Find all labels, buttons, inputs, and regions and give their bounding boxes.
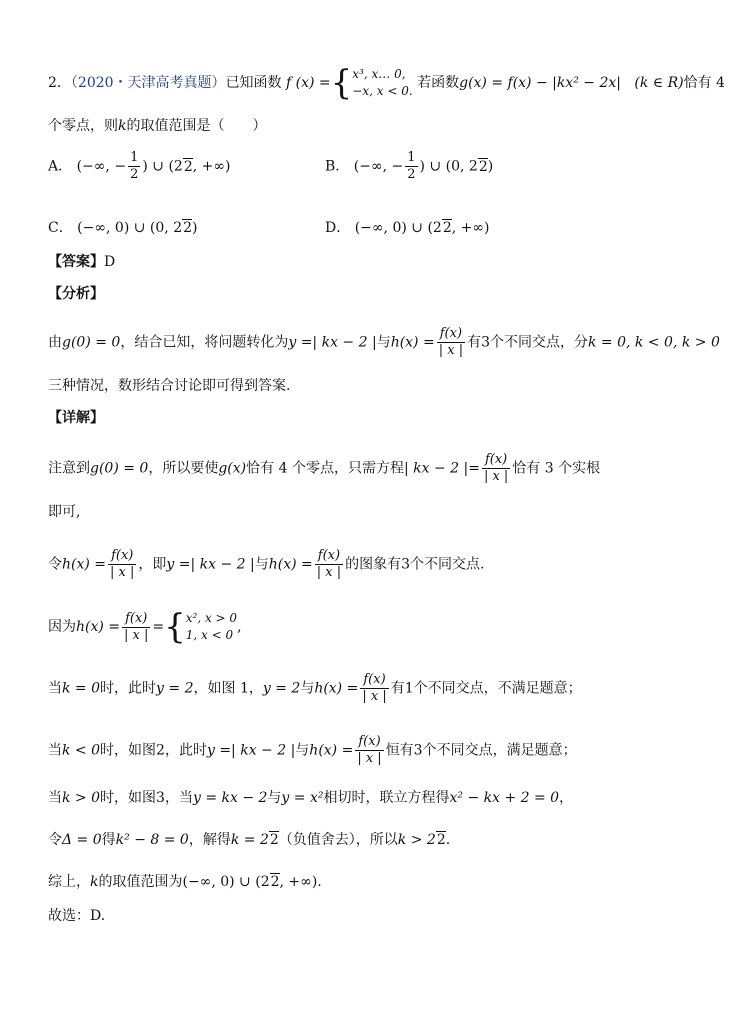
analysis-header xyxy=(48,284,104,304)
stem-text: 已知函数 xyxy=(225,75,282,91)
math: k = 0 xyxy=(62,680,101,697)
text: 因为 xyxy=(48,619,76,635)
problem-line-2 xyxy=(48,116,266,136)
detail-line-3 xyxy=(48,548,484,581)
text: 当 xyxy=(48,742,62,759)
detail-header xyxy=(48,408,104,428)
math: h(x) = xyxy=(390,334,435,351)
math: h(x) = xyxy=(314,680,359,697)
math: y =| kx − 2 | xyxy=(288,334,377,351)
numerator: f(x) xyxy=(482,452,510,469)
math: g(x) xyxy=(218,460,247,477)
answer-label: 【答案】 xyxy=(48,254,104,270)
math: g(0) = 0 xyxy=(90,460,149,477)
detail-line-8 xyxy=(48,830,450,850)
text: 令 xyxy=(48,556,62,573)
detail-label: 【详解】 xyxy=(48,410,104,426)
text: 有1个不同交点，不满足题意； xyxy=(390,680,582,697)
text: 当 xyxy=(48,790,62,806)
left-brace: { xyxy=(330,63,353,103)
radicand: 2 xyxy=(478,158,488,175)
case-1: x³, x… 0, xyxy=(352,67,406,81)
math: k > 0 xyxy=(62,790,101,806)
math: (−∞, 0) ∪ (2 xyxy=(182,874,270,890)
text: 有3个不同交点，分 xyxy=(467,334,588,351)
text: ，即 xyxy=(138,556,167,573)
number: 1 xyxy=(239,680,249,697)
text: 由 xyxy=(48,334,62,351)
text: ，所以要使 xyxy=(148,460,219,477)
denominator: | x | xyxy=(362,689,387,704)
detail-line-7 xyxy=(48,788,573,808)
detail-line-6 xyxy=(48,734,577,767)
math: = xyxy=(152,619,165,635)
text: 个零点，只需方程 xyxy=(291,460,404,477)
radicand: 2 xyxy=(442,220,452,236)
option-letter: A． xyxy=(48,158,73,175)
radicand: 2 xyxy=(270,874,280,890)
text: 的取值范围为 xyxy=(98,874,183,890)
denominator: | x | xyxy=(357,751,382,766)
math: y =| kx − 2 | xyxy=(166,556,255,573)
stem-text-5: 的取值范围是（ ） xyxy=(126,118,267,134)
math: k xyxy=(90,874,99,890)
zero-count: 4 xyxy=(716,75,725,91)
math: h(x) = xyxy=(76,619,121,635)
math: x² − kx + 2 = 0 xyxy=(449,790,560,806)
problem-number: 2． xyxy=(48,75,71,91)
option-c[interactable] xyxy=(48,217,198,237)
math: y =| kx − 2 | xyxy=(206,742,296,759)
option-expr: (−∞, 0) ∪ (0, 2 xyxy=(77,220,183,236)
case-2: 1, x < 0 xyxy=(185,628,234,642)
numerator: f(x) xyxy=(122,611,150,628)
denominator: | x | xyxy=(316,565,342,580)
numerator: f(x) xyxy=(437,326,465,343)
option-expr-2: ) ∪ (2 xyxy=(142,158,183,175)
k-domain: (k ∈ R) xyxy=(634,75,684,91)
text: 个实根 xyxy=(558,460,601,477)
text: 即可, xyxy=(48,504,81,520)
fraction xyxy=(360,672,388,705)
numerator: f(x) xyxy=(315,548,343,565)
math: k = 2 xyxy=(230,832,269,848)
text: 令 xyxy=(48,832,62,848)
option-a[interactable] xyxy=(48,150,231,183)
option-b[interactable] xyxy=(325,150,493,183)
number: 4 xyxy=(278,460,288,477)
math: k² − 8 = 0 xyxy=(115,832,189,848)
math: y = 2 xyxy=(262,680,301,697)
text: 相切时，联立方程得 xyxy=(323,790,450,806)
text: 注意到 xyxy=(48,460,90,477)
fraction xyxy=(108,548,136,581)
problem-source: （2020・天津高考真题） xyxy=(70,75,226,91)
option-expr-3: , +∞) xyxy=(192,158,231,175)
fraction xyxy=(122,611,150,644)
fraction xyxy=(405,150,417,183)
fraction xyxy=(315,548,343,581)
text: , xyxy=(237,619,242,635)
k-variable: k xyxy=(118,118,127,134)
text: 时，如图 xyxy=(100,790,157,806)
math: g(0) = 0 xyxy=(62,334,121,351)
analysis-label: 【分析】 xyxy=(48,286,104,302)
detail-line-5 xyxy=(48,672,582,705)
text: 与 xyxy=(295,742,310,759)
math: y = x² xyxy=(281,790,324,806)
text: . xyxy=(317,874,322,890)
denominator: 2 xyxy=(130,167,139,182)
answer-value: D xyxy=(104,254,116,270)
text: 综上， xyxy=(48,874,90,890)
fraction xyxy=(128,150,140,183)
stem-text-2: 若函数 xyxy=(417,75,460,91)
text: 恒有3个不同交点，满足题意； xyxy=(385,742,577,759)
text: 时，此时 xyxy=(100,680,157,697)
option-letter: C． xyxy=(48,220,73,236)
stem-text-3: 恰有 xyxy=(683,75,712,91)
option-expr: (−∞, − xyxy=(76,158,127,175)
fraction xyxy=(355,734,383,767)
analysis-line-2 xyxy=(48,376,290,396)
case-1: x², x > 0 xyxy=(185,611,238,625)
math: | kx − 2 |= xyxy=(403,460,480,477)
text: （负值舍去），所以 xyxy=(278,832,398,848)
radicand: 2 xyxy=(183,158,193,175)
text: 的图象有3个不同交点. xyxy=(345,556,485,573)
answer-line xyxy=(48,252,115,272)
text: 恰有 xyxy=(512,460,541,477)
denominator: | x | xyxy=(483,469,509,484)
math: y = kx − 2 xyxy=(192,790,268,806)
option-expr: (−∞, 0) ∪ (2 xyxy=(354,220,442,236)
option-letter: D． xyxy=(325,220,351,236)
case-2: −x, x < 0. xyxy=(352,84,413,98)
g-definition: g(x) = f(x) − |kx² − 2x| xyxy=(459,75,622,91)
text: 与 xyxy=(300,680,315,697)
text: 当 xyxy=(48,680,62,697)
number: 3 xyxy=(156,790,165,806)
radicand: 2 xyxy=(269,832,279,848)
detail-line-2 xyxy=(48,502,80,522)
math: y = 2 xyxy=(156,680,194,697)
math: h(x) = xyxy=(309,742,354,759)
numerator: f(x) xyxy=(355,734,383,751)
denominator: | x | xyxy=(110,565,135,580)
detail-line-4 xyxy=(48,607,242,647)
number: 3 xyxy=(544,460,554,477)
fraction xyxy=(437,326,465,359)
detail-line-9 xyxy=(48,872,322,892)
math: h(x) = xyxy=(62,556,107,573)
math: Δ = 0 xyxy=(62,832,102,848)
denominator: | x | xyxy=(438,343,464,358)
text: 与 xyxy=(376,334,391,351)
option-letter: B． xyxy=(325,158,350,175)
text: 时，如图2，此时 xyxy=(100,742,207,759)
radicand: 2 xyxy=(436,832,446,848)
text: 恰有 xyxy=(246,460,275,477)
option-expr-3: ) xyxy=(192,220,198,236)
text: 与 xyxy=(254,556,269,573)
numerator: f(x) xyxy=(360,672,388,689)
math: , +∞) xyxy=(279,874,318,890)
fx-symbol: f (x) = xyxy=(286,75,331,91)
math: k = 0, k < 0, k > 0 xyxy=(588,334,720,351)
detail-line-1 xyxy=(48,452,600,485)
text: ，如图 xyxy=(193,680,236,697)
option-d[interactable] xyxy=(325,217,490,237)
option-expr: (−∞, − xyxy=(353,158,404,175)
option-expr-2: ) ∪ (0, 2 xyxy=(419,158,478,175)
math: k > 2 xyxy=(397,832,436,848)
radicand: 2 xyxy=(183,220,193,236)
text: ， xyxy=(248,680,263,697)
text: ，结合已知，将问题转化为 xyxy=(120,334,289,351)
left-brace: { xyxy=(164,607,186,647)
problem-line-1 xyxy=(48,63,725,103)
numerator: f(x) xyxy=(108,548,136,565)
text: 故选：D. xyxy=(48,908,106,924)
analysis-line-1 xyxy=(48,326,720,359)
math: k < 0 xyxy=(62,742,101,759)
fraction xyxy=(482,452,510,485)
text: ， xyxy=(559,790,574,806)
option-expr-3: , +∞) xyxy=(451,220,490,236)
text: 三种情况，数形结合讨论即可得到答案. xyxy=(48,378,291,394)
numerator: 1 xyxy=(130,150,139,165)
math: h(x) = xyxy=(268,556,313,573)
text: . xyxy=(445,832,451,848)
denominator: 2 xyxy=(407,167,416,182)
stem-text-4: 个零点，则 xyxy=(48,118,118,134)
numerator: 1 xyxy=(407,150,416,165)
text: 得 xyxy=(101,832,116,848)
option-expr-3: ) xyxy=(487,158,494,175)
text: ，解得 xyxy=(188,832,231,848)
piecewise-cases xyxy=(186,610,237,644)
denominator: | x | xyxy=(124,627,149,643)
detail-line-10 xyxy=(48,906,105,926)
text: ，当 xyxy=(164,790,193,806)
piecewise-cases xyxy=(352,66,412,100)
text: 与 xyxy=(267,790,282,806)
